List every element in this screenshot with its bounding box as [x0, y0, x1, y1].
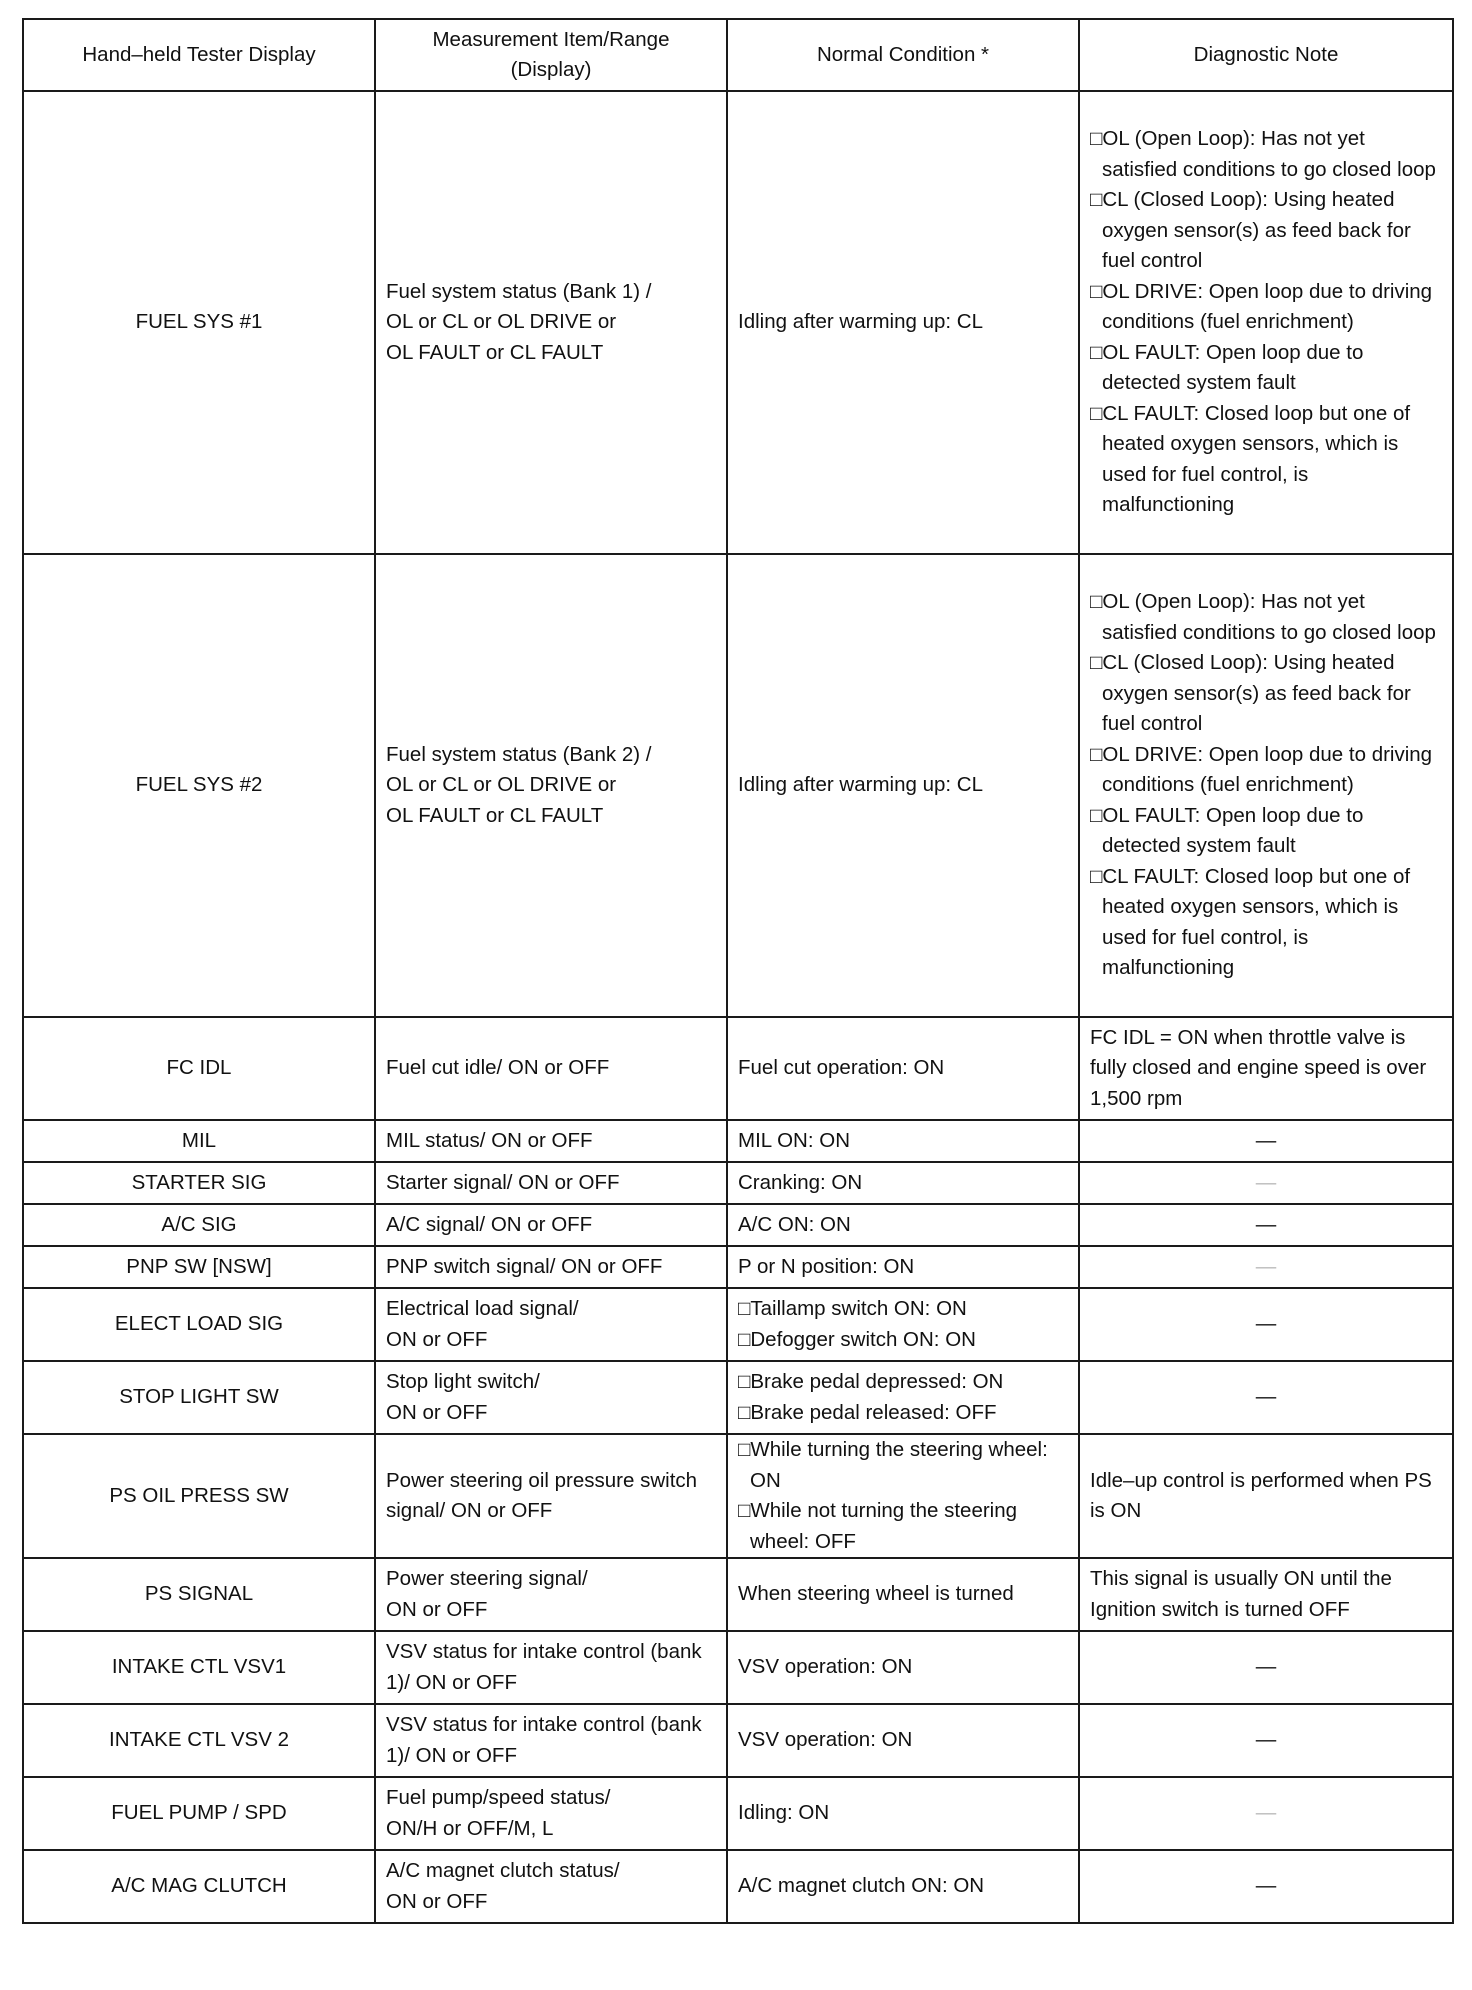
cell-measurement-item [375, 1017, 727, 1120]
measurement-line: PNP switch signal/ ON or OFF [386, 1254, 663, 1278]
cell-measurement-item [375, 1558, 727, 1631]
normal-condition-line: Cranking: ON [738, 1170, 863, 1194]
measurement-line: A/C signal/ ON or OFF [386, 1212, 593, 1236]
cell-measurement-item [375, 1204, 727, 1246]
measurement-line: A/C magnet clutch status/ [386, 1859, 620, 1882]
no-note-dash: — [1255, 1728, 1277, 1752]
cell-normal-condition [727, 1288, 1079, 1361]
measurement-line: VSV status for intake control (bank 1)/ ON or OFF [386, 1640, 702, 1694]
cell-normal-condition [727, 91, 1079, 554]
cell-normal-condition [727, 1204, 1079, 1246]
cell-tester-display: PNP SW [NSW] [23, 1246, 375, 1288]
diagnostic-note-line: □OL DRIVE: Open loop due to driving conditions (fuel enrichment) [1090, 279, 1433, 334]
normal-condition-line: Fuel cut operation: ON [738, 1056, 945, 1080]
cell-measurement-item [375, 1361, 727, 1434]
diagnostic-note-line: □CL FAULT: Closed loop but one of heated oxygen sensors, which is used for fuel control, is malfunctioning [1090, 401, 1411, 517]
table-row [23, 1361, 1453, 1434]
cell-tester-display: INTAKE CTL VSV 2 [23, 1704, 375, 1777]
normal-condition-line: MIL ON: ON [738, 1128, 850, 1152]
measurement-line: MIL status/ ON or OFF [386, 1128, 593, 1152]
normal-condition-line: VSV operation: ON [738, 1728, 913, 1752]
cell-normal-condition [727, 1017, 1079, 1120]
diagnostic-note-line: FC IDL = ON when throttle valve is fully closed and engine speed is over 1,500 rpm [1090, 1025, 1427, 1110]
table-body [23, 91, 1453, 1923]
no-note-dash: — [1255, 1801, 1277, 1825]
table-row [23, 1631, 1453, 1704]
table-row [23, 1850, 1453, 1923]
table-row [23, 1204, 1453, 1246]
diagnostic-note-line: □CL FAULT: Closed loop but one of heated oxygen sensors, which is used for fuel control, is malfunctioning [1090, 864, 1411, 980]
measurement-line: Power steering oil pressure switch signal/ ON or OFF [386, 1468, 698, 1522]
no-note-dash: — [1255, 1385, 1277, 1409]
table-row [23, 1434, 1453, 1558]
normal-condition-line: P or N position: ON [738, 1254, 915, 1278]
table-row [23, 1558, 1453, 1631]
normal-condition-line: A/C magnet clutch ON: ON [738, 1874, 985, 1898]
cell-diagnostic-note [1079, 1704, 1453, 1777]
diagnostic-note-line: □OL FAULT: Open loop due to detected system fault [1090, 340, 1364, 395]
diagnostic-note-line: □CL (Closed Loop): Using heated oxygen sensor(s) as feed back for fuel control [1090, 188, 1411, 273]
cell-diagnostic-note [1079, 1777, 1453, 1850]
no-note-dash: — [1255, 1874, 1277, 1898]
cell-normal-condition [727, 1162, 1079, 1204]
measurement-line: Fuel system status (Bank 2) / [386, 742, 652, 766]
data-list-table [22, 18, 1454, 1924]
cell-diagnostic-note [1079, 1246, 1453, 1288]
diagnostic-note-line: □OL (Open Loop): Has not yet satisfied conditions to go closed loop [1090, 590, 1436, 644]
cell-measurement-item [375, 91, 727, 554]
no-note-dash: — [1255, 1128, 1277, 1152]
cell-measurement-item [375, 1120, 727, 1162]
measurement-line: ON or OFF [386, 1597, 488, 1621]
table-row [23, 91, 1453, 554]
measurement-line: Fuel pump/speed status/ [386, 1786, 611, 1809]
header-row [23, 19, 1453, 91]
cell-diagnostic-note [1079, 1288, 1453, 1361]
cell-measurement-item [375, 1777, 727, 1850]
normal-condition-line: Idling after warming up: CL [738, 773, 983, 797]
diagnostic-note-line: Idle–up control is performed when PS is ON [1090, 1468, 1432, 1522]
cell-tester-display: FUEL PUMP / SPD [23, 1777, 375, 1850]
cell-diagnostic-note [1079, 1162, 1453, 1204]
cell-normal-condition [727, 1631, 1079, 1704]
no-note-dash: — [1255, 1212, 1277, 1236]
header-tester-display: Hand–held Tester Display [23, 19, 375, 91]
table-row [23, 1288, 1453, 1361]
measurement-line: Starter signal/ ON or OFF [386, 1170, 620, 1194]
normal-condition-line: □Brake pedal released: OFF [738, 1400, 997, 1424]
cell-normal-condition [727, 1361, 1079, 1434]
cell-measurement-item [375, 1850, 727, 1923]
cell-tester-display: STARTER SIG [23, 1162, 375, 1204]
normal-condition-line: Idling: ON [738, 1801, 830, 1825]
diagnostic-note-line: This signal is usually ON until the Ignition switch is turned OFF [1090, 1567, 1392, 1621]
table-row [23, 1162, 1453, 1204]
measurement-line: Power steering signal/ [386, 1567, 588, 1590]
cell-diagnostic-note [1079, 1631, 1453, 1704]
cell-tester-display: FUEL SYS #2 [23, 554, 375, 1017]
measurement-line: ON or OFF [386, 1327, 488, 1351]
cell-normal-condition [727, 1434, 1079, 1558]
normal-condition-line: □Taillamp switch ON: ON [738, 1297, 967, 1320]
normal-condition-line: □Brake pedal depressed: ON [738, 1370, 1004, 1393]
cell-tester-display: PS OIL PRESS SW [23, 1434, 375, 1558]
cell-normal-condition [727, 1558, 1079, 1631]
cell-tester-display: MIL [23, 1120, 375, 1162]
no-note-dash: — [1255, 1254, 1277, 1278]
no-note-dash: — [1255, 1312, 1277, 1336]
cell-measurement-item [375, 554, 727, 1017]
normal-condition-line: □While not turning the steering wheel: OFF [738, 1499, 1018, 1553]
table-row [23, 554, 1453, 1017]
cell-diagnostic-note [1079, 1361, 1453, 1434]
measurement-line: ON/H or OFF/M, L [386, 1816, 554, 1840]
table-row [23, 1704, 1453, 1777]
measurement-line: ON or OFF [386, 1889, 488, 1913]
cell-measurement-item [375, 1631, 727, 1704]
normal-condition-line: □Defogger switch ON: ON [738, 1327, 976, 1351]
cell-diagnostic-note [1079, 1558, 1453, 1631]
cell-diagnostic-note [1079, 1204, 1453, 1246]
cell-diagnostic-note [1079, 1017, 1453, 1120]
diagnostic-note-line: □OL DRIVE: Open loop due to driving conditions (fuel enrichment) [1090, 742, 1433, 797]
header-normal-condition: Normal Condition * [727, 19, 1079, 91]
measurement-line: Fuel cut idle/ ON or OFF [386, 1056, 610, 1080]
measurement-line: Stop light switch/ [386, 1370, 540, 1393]
table-row [23, 1120, 1453, 1162]
cell-measurement-item [375, 1288, 727, 1361]
cell-tester-display: A/C MAG CLUTCH [23, 1850, 375, 1923]
cell-tester-display: INTAKE CTL VSV1 [23, 1631, 375, 1704]
cell-measurement-item [375, 1434, 727, 1558]
normal-condition-line: Idling after warming up: CL [738, 310, 983, 334]
header-measurement-line: Measurement Item/Range [432, 27, 670, 51]
header-diagnostic-note: Diagnostic Note [1079, 19, 1453, 91]
measurement-line: OL or CL or OL DRIVE or [386, 773, 617, 797]
cell-measurement-item [375, 1704, 727, 1777]
cell-tester-display: FC IDL [23, 1017, 375, 1120]
cell-diagnostic-note [1079, 1120, 1453, 1162]
cell-normal-condition [727, 1246, 1079, 1288]
cell-diagnostic-note [1079, 91, 1453, 554]
cell-tester-display: STOP LIGHT SW [23, 1361, 375, 1434]
measurement-line: OL FAULT or CL FAULT [386, 340, 604, 364]
measurement-line: ON or OFF [386, 1400, 488, 1424]
cell-diagnostic-note [1079, 1850, 1453, 1923]
diagnostic-note-line: □CL (Closed Loop): Using heated oxygen sensor(s) as feed back for fuel control [1090, 651, 1411, 736]
cell-diagnostic-note [1079, 554, 1453, 1017]
measurement-line: Electrical load signal/ [386, 1297, 579, 1320]
normal-condition-line: When steering wheel is turned [738, 1582, 1014, 1606]
diagnostic-note-line: □OL (Open Loop): Has not yet satisfied conditions to go closed loop [1090, 127, 1436, 181]
cell-tester-display: FUEL SYS #1 [23, 91, 375, 554]
measurement-line: OL FAULT or CL FAULT [386, 803, 604, 827]
cell-diagnostic-note [1079, 1434, 1453, 1558]
cell-normal-condition [727, 1120, 1079, 1162]
cell-normal-condition [727, 1850, 1079, 1923]
diagnostic-note-line: □OL FAULT: Open loop due to detected system fault [1090, 803, 1364, 858]
normal-condition-line: VSV operation: ON [738, 1655, 913, 1679]
no-note-dash: — [1255, 1655, 1277, 1679]
cell-normal-condition [727, 554, 1079, 1017]
table-row [23, 1246, 1453, 1288]
no-note-dash: — [1255, 1170, 1277, 1194]
header-measurement-line: (Display) [510, 58, 592, 81]
cell-measurement-item [375, 1246, 727, 1288]
table-row [23, 1777, 1453, 1850]
normal-condition-line: A/C ON: ON [738, 1212, 851, 1236]
table-row [23, 1017, 1453, 1120]
cell-tester-display: A/C SIG [23, 1204, 375, 1246]
cell-normal-condition [727, 1704, 1079, 1777]
measurement-line: OL or CL or OL DRIVE or [386, 310, 617, 334]
measurement-line: Fuel system status (Bank 1) / [386, 279, 652, 303]
measurement-line: VSV status for intake control (bank 1)/ ON or OFF [386, 1713, 702, 1767]
cell-tester-display: ELECT LOAD SIG [23, 1288, 375, 1361]
header-measurement-item [375, 19, 727, 91]
cell-normal-condition [727, 1777, 1079, 1850]
normal-condition-line: □While turning the steering wheel: ON [738, 1438, 1048, 1492]
cell-tester-display: PS SIGNAL [23, 1558, 375, 1631]
cell-measurement-item [375, 1162, 727, 1204]
